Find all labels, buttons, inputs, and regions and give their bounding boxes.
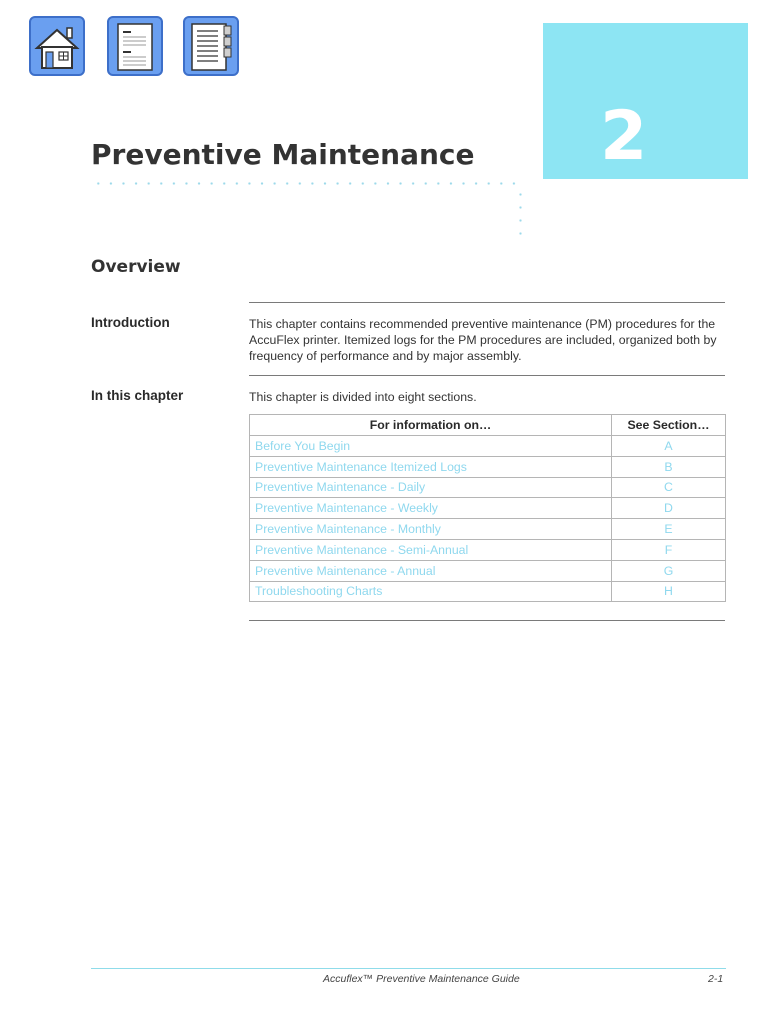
table-header-row — [250, 415, 726, 436]
page-number: 2-1 — [708, 973, 724, 985]
section-link[interactable]: Before You Begin — [250, 436, 612, 457]
section-letter[interactable]: D — [612, 498, 726, 519]
column-header-info: For information on… — [250, 415, 612, 436]
page-title: Preventive Maintenance — [91, 138, 475, 171]
in-this-chapter-label: In this chapter — [91, 388, 184, 403]
section-letter[interactable]: E — [612, 519, 726, 540]
section-link[interactable]: Preventive Maintenance - Monthly — [250, 519, 612, 540]
table-row[interactable] — [250, 581, 726, 602]
divider-rule — [249, 302, 725, 303]
section-letter[interactable]: A — [612, 436, 726, 457]
section-link[interactable]: Preventive Maintenance - Semi-Annual — [250, 539, 612, 560]
section-letter[interactable]: G — [612, 560, 726, 581]
footer-rule — [91, 968, 726, 969]
home-icon[interactable] — [29, 16, 85, 76]
introduction-label: Introduction — [91, 315, 170, 330]
section-link[interactable]: Preventive Maintenance Itemized Logs — [250, 456, 612, 477]
chapter-number: 2 — [600, 97, 648, 176]
dotted-divider-vertical — [519, 188, 522, 240]
section-letter[interactable]: H — [612, 581, 726, 602]
table-row[interactable] — [250, 477, 726, 498]
section-link[interactable]: Preventive Maintenance - Weekly — [250, 498, 612, 519]
dotted-divider-horizontal — [92, 182, 522, 185]
section-letter[interactable]: C — [612, 477, 726, 498]
overview-heading: Overview — [91, 257, 181, 277]
section-table — [249, 414, 726, 602]
section-letter[interactable]: B — [612, 456, 726, 477]
section-link[interactable]: Preventive Maintenance - Annual — [250, 560, 612, 581]
section-letter[interactable]: F — [612, 539, 726, 560]
section-link[interactable]: Preventive Maintenance - Daily — [250, 477, 612, 498]
table-row[interactable] — [250, 560, 726, 581]
section-link[interactable]: Troubleshooting Charts — [250, 581, 612, 602]
footer-title: Accuflex™ Preventive Maintenance Guide — [323, 973, 520, 985]
table-row[interactable] — [250, 519, 726, 540]
introduction-text: This chapter contains recommended preventive maintenance (PM) procedures for the AccuFlex printer. Itemized logs for the PM procedures are included, organized both by frequency of performance and by major assembly. — [249, 317, 717, 363]
column-header-section: See Section… — [612, 415, 726, 436]
table-row[interactable] — [250, 498, 726, 519]
divider-rule — [249, 375, 725, 376]
index-icon[interactable] — [183, 16, 239, 76]
divider-rule — [249, 620, 725, 621]
table-row[interactable] — [250, 539, 726, 560]
table-of-contents-icon[interactable] — [107, 16, 163, 76]
table-row[interactable] — [250, 456, 726, 477]
in-this-chapter-text: This chapter is divided into eight sections. — [249, 390, 477, 404]
table-row[interactable] — [250, 436, 726, 457]
